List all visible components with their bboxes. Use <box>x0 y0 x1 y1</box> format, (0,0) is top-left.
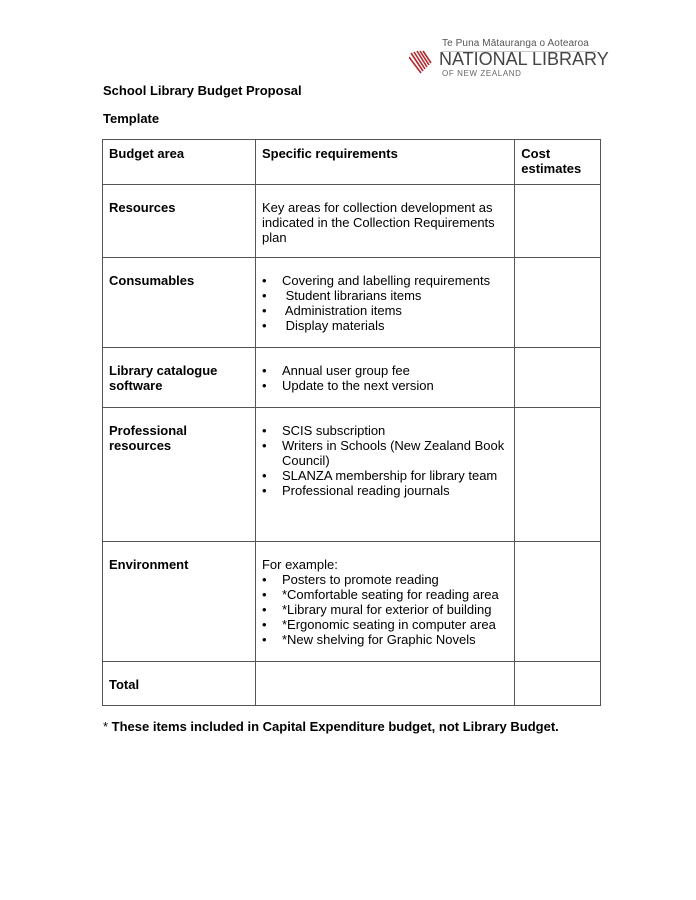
list-item: • SCIS subscription <box>282 423 508 438</box>
budget-area-cell: Library catalogue software <box>103 348 256 408</box>
list-item: • Writers in Schools (New Zealand Book Council) <box>282 438 508 468</box>
header-cost-estimates: Cost estimates <box>515 140 601 185</box>
cost-cell <box>515 185 601 258</box>
budget-area-cell: Environment <box>103 542 256 662</box>
list-item: • Posters to promote reading <box>282 572 508 587</box>
logo-tagline: Te Puna Mātauranga o Aotearoa <box>442 38 589 49</box>
requirements-cell <box>255 348 514 408</box>
table-row <box>103 348 601 408</box>
document-subtitle: Template <box>103 111 160 126</box>
budget-area-cell: Consumables <box>103 258 256 348</box>
logo-subname: OF NEW ZEALAND <box>442 69 522 78</box>
cost-cell <box>515 542 601 662</box>
list-item: • Annual user group fee <box>282 363 508 378</box>
table-row <box>103 258 601 348</box>
cost-cell <box>515 408 601 542</box>
list-item: • *Library mural for exterior of building <box>282 602 508 617</box>
cost-cell <box>515 662 601 706</box>
list-item: • *New shelving for Graphic Novels <box>282 632 508 647</box>
cost-cell <box>515 258 601 348</box>
list-item: • *Ergonomic seating in computer area <box>282 617 508 632</box>
header-budget-area: Budget area <box>103 140 256 185</box>
logo-name: NATIONAL LIBRARY <box>439 49 609 69</box>
document-title: School Library Budget Proposal <box>103 83 302 98</box>
list-item: • Covering and labelling requirements <box>282 273 508 288</box>
list-item: • *Comfortable seating for reading area <box>282 587 508 602</box>
list-item: • Student librarians items <box>282 288 508 303</box>
requirements-text: For example: <box>261 557 338 572</box>
requirements-cell <box>255 258 514 348</box>
list-item: • Administration items <box>282 303 508 318</box>
requirements-cell <box>255 542 514 662</box>
budget-table <box>102 139 601 706</box>
requirements-cell <box>255 185 514 258</box>
table-row <box>103 408 601 542</box>
table-row <box>103 185 601 258</box>
header-specific-requirements: Specific requirements <box>255 140 514 185</box>
requirements-list <box>262 572 508 647</box>
list-item: • Professional reading journals <box>282 483 508 498</box>
national-library-logo <box>409 38 609 80</box>
footnote-star: * <box>103 719 112 734</box>
requirements-cell <box>255 408 514 542</box>
table-header-row <box>103 140 601 185</box>
footnote <box>103 719 559 734</box>
requirements-list <box>262 423 508 498</box>
footnote-text: These items included in Capital Expenditure budget, not Library Budget. <box>111 719 559 734</box>
requirements-cell <box>255 662 514 706</box>
logo-mark-icon <box>409 49 439 75</box>
budget-area-cell: Resources <box>103 185 256 258</box>
list-item: • Display materials <box>282 318 508 333</box>
list-item: • Update to the next version <box>282 378 508 393</box>
table-row <box>103 542 601 662</box>
requirements-text: Key areas for collection development as indicated in the Collection Requirements plan <box>261 200 495 245</box>
list-item: • SLANZA membership for library team <box>282 468 508 483</box>
cost-cell <box>515 348 601 408</box>
table-row <box>103 662 601 706</box>
requirements-list <box>262 363 508 393</box>
budget-area-cell: Total <box>103 662 256 706</box>
budget-area-cell: Professional resources <box>103 408 256 542</box>
requirements-list <box>262 273 508 333</box>
